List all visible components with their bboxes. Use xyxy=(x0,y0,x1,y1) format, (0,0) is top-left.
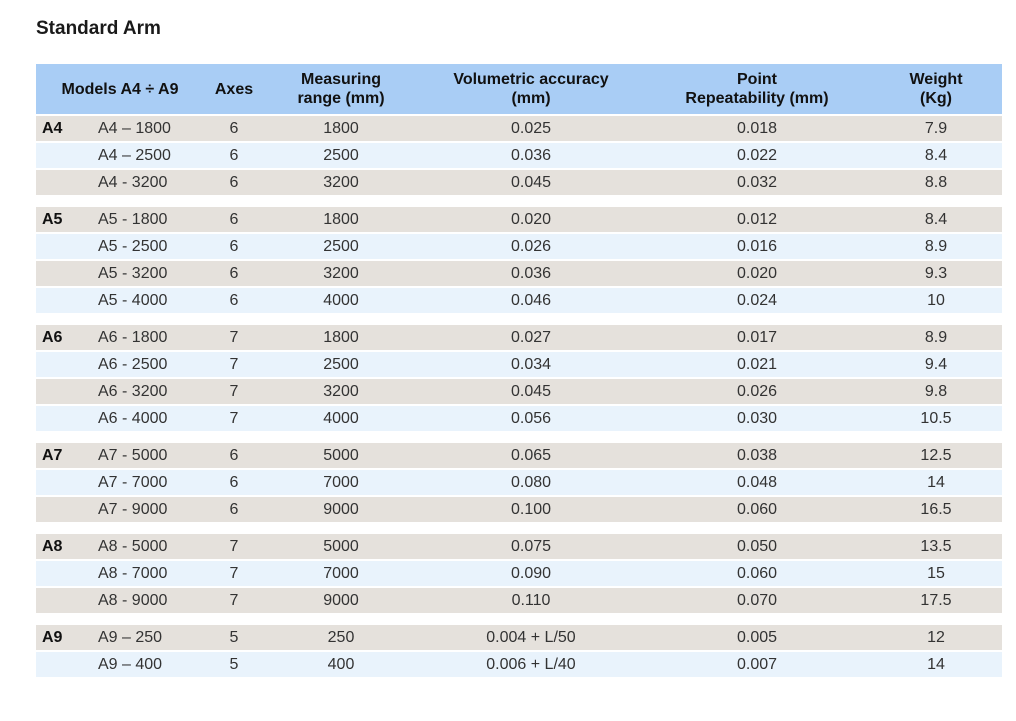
group-label-cell: A6 xyxy=(36,329,94,347)
weight-cell: 15 xyxy=(927,564,945,582)
point-repeatability-cell: 0.022 xyxy=(736,146,778,164)
table-row xyxy=(36,325,1002,350)
point-repeatability-cell: 0.017 xyxy=(736,328,778,346)
table-row xyxy=(36,234,1002,259)
measuring-range-cell: 2500 xyxy=(323,237,359,255)
model-cell: A6 - 4000 xyxy=(98,409,168,427)
volumetric-accuracy-cell: 0.020 xyxy=(510,210,552,228)
table-row xyxy=(36,470,1002,495)
model-cell: A6 - 3200 xyxy=(98,382,168,400)
point-repeatability-cell: 0.024 xyxy=(736,291,778,309)
weight-cell: 8.9 xyxy=(924,237,948,255)
table-row xyxy=(36,534,1002,559)
measuring-range-cell: 3200 xyxy=(323,382,359,400)
point-repeatability-cell: 0.026 xyxy=(736,382,778,400)
axes-cell: 7 xyxy=(229,382,239,400)
weight-cell: 8.8 xyxy=(924,173,948,191)
volumetric-accuracy-cell: 0.026 xyxy=(510,237,552,255)
point-repeatability-cell: 0.030 xyxy=(736,409,778,427)
group-label-cell: A7 xyxy=(36,447,94,465)
axes-cell: 7 xyxy=(229,537,239,555)
header-weight xyxy=(870,70,1002,108)
header-point-repeatability xyxy=(644,70,870,108)
weight-cell: 9.3 xyxy=(924,264,948,282)
axes-cell: 7 xyxy=(229,328,239,346)
table-row xyxy=(36,352,1002,377)
model-cell: A6 - 2500 xyxy=(98,355,168,373)
weight-cell: 9.4 xyxy=(924,355,948,373)
point-repeatability-cell: 0.032 xyxy=(736,173,778,191)
header-range-line1: Measuring xyxy=(300,71,381,88)
volumetric-accuracy-cell: 0.045 xyxy=(510,173,552,191)
volumetric-accuracy-cell: 0.080 xyxy=(510,473,552,491)
axes-cell: 6 xyxy=(229,119,239,137)
header-models: Models A4 ÷ A9 xyxy=(61,80,179,98)
volumetric-accuracy-cell: 0.110 xyxy=(511,591,551,609)
header-weight-line2: (Kg) xyxy=(920,90,952,107)
model-cell: A5 - 2500 xyxy=(98,237,168,255)
point-repeatability-cell: 0.020 xyxy=(736,264,778,282)
weight-cell: 8.4 xyxy=(924,210,948,228)
measuring-range-cell: 1800 xyxy=(323,210,359,228)
point-repeatability-cell: 0.021 xyxy=(736,355,778,373)
measuring-range-cell: 1800 xyxy=(323,328,359,346)
header-rep-line2: Repeatability (mm) xyxy=(685,90,829,107)
measuring-range-cell: 400 xyxy=(327,655,355,673)
model-group-a6 xyxy=(36,325,1002,431)
model-cell: A7 - 9000 xyxy=(98,500,168,518)
point-repeatability-cell: 0.050 xyxy=(736,537,778,555)
group-label-cell: A8 xyxy=(36,538,94,556)
table-row xyxy=(36,406,1002,431)
volumetric-accuracy-cell: 0.075 xyxy=(510,537,552,555)
measuring-range-cell: 5000 xyxy=(323,537,359,555)
point-repeatability-cell: 0.060 xyxy=(736,564,778,582)
model-cell: A8 - 7000 xyxy=(98,564,168,582)
group-label-cell: A5 xyxy=(36,211,94,229)
model-group-a5 xyxy=(36,207,1002,313)
model-cell: A4 – 2500 xyxy=(98,146,171,164)
table-header xyxy=(36,64,1002,114)
measuring-range-cell: 9000 xyxy=(323,591,359,609)
header-vol-line1: Volumetric accuracy xyxy=(453,71,609,88)
table-row xyxy=(36,379,1002,404)
weight-cell: 12.5 xyxy=(920,446,952,464)
axes-cell: 6 xyxy=(229,237,239,255)
model-cell: A9 – 250 xyxy=(98,628,163,646)
volumetric-accuracy-cell: 0.036 xyxy=(510,264,552,282)
volumetric-accuracy-cell: 0.090 xyxy=(510,564,552,582)
model-cell: A5 - 1800 xyxy=(98,210,168,228)
weight-cell: 12 xyxy=(927,628,945,646)
model-cell: A4 - 3200 xyxy=(98,173,168,191)
volumetric-accuracy-cell: 0.045 xyxy=(510,382,552,400)
axes-cell: 5 xyxy=(229,628,239,646)
model-cell: A4 – 1800 xyxy=(98,119,171,137)
point-repeatability-cell: 0.048 xyxy=(736,473,778,491)
measuring-range-cell: 4000 xyxy=(323,409,359,427)
point-repeatability-cell: 0.012 xyxy=(736,210,778,228)
model-cell: A5 - 3200 xyxy=(98,264,168,282)
axes-cell: 6 xyxy=(229,291,239,309)
header-measuring-range xyxy=(264,70,418,108)
axes-cell: 6 xyxy=(229,264,239,282)
header-range-line2: range (mm) xyxy=(297,90,385,107)
weight-cell: 16.5 xyxy=(920,500,952,518)
table-row xyxy=(36,625,1002,650)
measuring-range-cell: 2500 xyxy=(323,355,359,373)
point-repeatability-cell: 0.060 xyxy=(736,500,778,518)
weight-cell: 8.9 xyxy=(924,328,948,346)
model-group-a4 xyxy=(36,116,1002,195)
axes-cell: 7 xyxy=(229,355,239,373)
volumetric-accuracy-cell: 0.065 xyxy=(510,446,552,464)
measuring-range-cell: 9000 xyxy=(323,500,359,518)
table-body xyxy=(36,116,1002,677)
axes-cell: 6 xyxy=(229,500,239,518)
weight-cell: 14 xyxy=(927,655,945,673)
header-vol-line2: (mm) xyxy=(511,90,551,107)
table-row xyxy=(36,143,1002,168)
weight-cell: 10.5 xyxy=(920,409,952,427)
volumetric-accuracy-cell: 0.056 xyxy=(510,409,552,427)
model-group-a7 xyxy=(36,443,1002,522)
axes-cell: 7 xyxy=(229,564,239,582)
point-repeatability-cell: 0.070 xyxy=(736,591,778,609)
model-cell: A7 - 5000 xyxy=(98,446,168,464)
model-cell: A7 - 7000 xyxy=(98,473,168,491)
measuring-range-cell: 2500 xyxy=(323,146,359,164)
model-cell: A8 - 9000 xyxy=(98,591,168,609)
volumetric-accuracy-cell: 0.025 xyxy=(510,119,552,137)
weight-cell: 8.4 xyxy=(924,146,948,164)
table-row xyxy=(36,288,1002,313)
axes-cell: 6 xyxy=(229,473,239,491)
weight-cell: 13.5 xyxy=(920,537,952,555)
axes-cell: 7 xyxy=(229,409,239,427)
model-cell: A6 - 1800 xyxy=(98,328,168,346)
header-rep-line1: Point xyxy=(737,71,777,88)
axes-cell: 6 xyxy=(229,146,239,164)
measuring-range-cell: 4000 xyxy=(323,291,359,309)
group-label-cell: A9 xyxy=(36,629,94,647)
point-repeatability-cell: 0.005 xyxy=(736,628,778,646)
weight-cell: 7.9 xyxy=(924,119,948,137)
table-row xyxy=(36,207,1002,232)
volumetric-accuracy-cell: 0.046 xyxy=(510,291,552,309)
volumetric-accuracy-cell: 0.034 xyxy=(510,355,552,373)
point-repeatability-cell: 0.018 xyxy=(736,119,778,137)
point-repeatability-cell: 0.016 xyxy=(736,237,778,255)
model-cell: A8 - 5000 xyxy=(98,537,168,555)
measuring-range-cell: 1800 xyxy=(323,119,359,137)
point-repeatability-cell: 0.038 xyxy=(736,446,778,464)
page-title: Standard Arm xyxy=(36,18,161,39)
volumetric-accuracy-cell: 0.100 xyxy=(510,500,552,518)
point-repeatability-cell: 0.007 xyxy=(736,655,778,673)
measuring-range-cell: 5000 xyxy=(323,446,359,464)
axes-cell: 6 xyxy=(229,173,239,191)
table-row xyxy=(36,116,1002,141)
table-row xyxy=(36,561,1002,586)
weight-cell: 14 xyxy=(927,473,945,491)
model-group-a9 xyxy=(36,625,1002,677)
volumetric-accuracy-cell: 0.036 xyxy=(510,146,552,164)
spec-table xyxy=(36,64,1002,679)
measuring-range-cell: 7000 xyxy=(323,564,359,582)
table-row xyxy=(36,443,1002,468)
measuring-range-cell: 3200 xyxy=(323,173,359,191)
weight-cell: 9.8 xyxy=(924,382,948,400)
header-axes: Axes xyxy=(214,80,254,98)
weight-cell: 17.5 xyxy=(920,591,952,609)
group-label-cell: A4 xyxy=(36,120,94,138)
axes-cell: 5 xyxy=(229,655,239,673)
axes-cell: 6 xyxy=(229,446,239,464)
measuring-range-cell: 250 xyxy=(327,628,355,646)
measuring-range-cell: 3200 xyxy=(323,264,359,282)
table-row xyxy=(36,588,1002,613)
header-volumetric-accuracy xyxy=(418,70,644,108)
volumetric-accuracy-cell: 0.027 xyxy=(510,328,552,346)
weight-cell: 10 xyxy=(927,291,945,309)
model-group-a8 xyxy=(36,534,1002,613)
axes-cell: 7 xyxy=(229,591,239,609)
model-cell: A9 – 400 xyxy=(98,655,163,673)
volumetric-accuracy-cell: 0.006 + L/40 xyxy=(486,655,576,673)
table-row xyxy=(36,497,1002,522)
table-row xyxy=(36,170,1002,195)
measuring-range-cell: 7000 xyxy=(323,473,359,491)
volumetric-accuracy-cell: 0.004 + L/50 xyxy=(486,628,576,646)
table-row xyxy=(36,652,1002,677)
table-row xyxy=(36,261,1002,286)
header-weight-line1: Weight xyxy=(909,71,963,88)
axes-cell: 6 xyxy=(229,210,239,228)
model-cell: A5 - 4000 xyxy=(98,291,168,309)
